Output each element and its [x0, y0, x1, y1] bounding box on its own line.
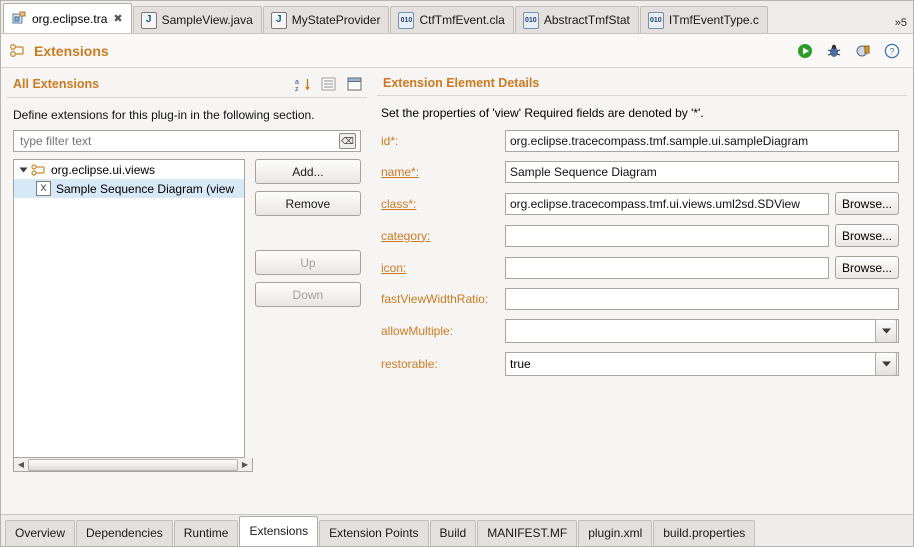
editor-tab-label: ITmfEventType.c — [668, 13, 759, 27]
tree-buttons — [255, 159, 361, 458]
field-label-allowmultiple: allowMultiple: — [381, 324, 454, 338]
editor-tab-mystateprovider[interactable] — [263, 6, 390, 33]
clear-filter-icon[interactable]: ⌫ — [339, 133, 356, 149]
java-icon: J — [141, 12, 157, 28]
scroll-right-arrow-icon[interactable]: ▶ — [241, 460, 249, 469]
field-row-fastviewwidthratio — [505, 288, 899, 310]
section-title: All Extensions — [13, 77, 100, 91]
details-description: Set the properties of 'view' Required fields are denoted by '*'. — [381, 106, 704, 120]
field-label-restorable: restorable: — [381, 357, 438, 371]
run-icon[interactable] — [796, 42, 814, 60]
java-icon: J — [271, 12, 287, 28]
details-form — [377, 130, 907, 376]
tab-dependencies[interactable]: Dependencies — [76, 520, 173, 546]
sort-icon[interactable] — [294, 76, 311, 92]
class-field[interactable] — [505, 193, 829, 215]
chevron-down-icon[interactable] — [18, 164, 29, 175]
field-label-class[interactable]: class*: — [381, 196, 417, 211]
field-row-icon — [505, 256, 899, 279]
plugin-icon — [11, 11, 27, 27]
extensions-description: Define extensions for this plug-in in the following section. — [13, 108, 315, 122]
svg-text:?: ? — [889, 46, 895, 56]
tab-build-properties[interactable]: build.properties — [653, 520, 755, 546]
tab-runtime[interactable]: Runtime — [174, 520, 239, 546]
tab-manifest-mf[interactable]: MANIFEST.MF — [477, 520, 577, 546]
tab-extension-points[interactable]: Extension Points — [319, 520, 428, 546]
tab-overview[interactable]: Overview — [5, 520, 75, 546]
category-field[interactable] — [505, 225, 829, 247]
down-button[interactable]: Down — [255, 282, 361, 307]
editor-tab-ctftmfevent[interactable] — [390, 6, 513, 33]
close-icon[interactable]: ✖ — [113, 12, 123, 25]
restorable-value: true — [510, 357, 531, 371]
tree-row[interactable] — [14, 179, 244, 198]
up-button[interactable]: Up — [255, 250, 361, 275]
icon-field[interactable] — [505, 257, 829, 279]
debug-icon[interactable] — [825, 42, 843, 60]
all-extensions-header — [7, 76, 367, 98]
extensions-tree[interactable] — [13, 159, 245, 458]
name-field[interactable] — [505, 161, 899, 183]
extension-point-icon — [31, 163, 47, 177]
remove-button[interactable]: Remove — [255, 191, 361, 216]
page-title: Extensions — [34, 42, 109, 59]
field-row-restorable — [505, 352, 899, 376]
editor-tab-label: CtfTmfEvent.cla — [419, 13, 505, 27]
scrollbar-thumb[interactable] — [28, 459, 238, 471]
field-label-category[interactable]: category: — [381, 228, 431, 243]
editor-tab-label: org.eclipse.tra — [32, 11, 108, 26]
field-row-id — [505, 130, 899, 152]
tab-plugin-xml[interactable]: plugin.xml — [578, 520, 652, 546]
field-label-fastviewwidthratio: fastViewWidthRatio: — [381, 292, 489, 306]
profile-icon[interactable] — [854, 42, 872, 60]
svg-text:z: z — [294, 85, 298, 92]
form-page-tabs — [1, 514, 913, 546]
browse-icon-button[interactable]: Browse... — [835, 256, 899, 279]
editor-tab-label: MyStateProvider — [291, 13, 381, 27]
editor-tab-label: SampleView.java — [161, 13, 253, 27]
extensions-tree-area — [13, 159, 361, 458]
field-row-class — [505, 192, 899, 215]
add-button[interactable]: Add... — [255, 159, 361, 184]
restorable-select[interactable] — [505, 352, 899, 376]
help-icon[interactable] — [883, 42, 901, 60]
tree-horizontal-scrollbar[interactable] — [13, 458, 253, 472]
editor-tab-bar — [1, 1, 913, 34]
field-row-category — [505, 224, 899, 247]
fastviewwidthratio-field[interactable] — [505, 288, 899, 310]
scroll-left-arrow-icon[interactable]: ◀ — [17, 460, 25, 469]
tab-overflow-chevron-icon[interactable]: »5 — [894, 17, 907, 29]
field-label-id: id*: — [381, 134, 399, 148]
c-file-icon: 010 — [398, 12, 414, 28]
tree-item-label: org.eclipse.ui.views — [51, 162, 156, 177]
editor-tab-itmfeventtype[interactable] — [640, 6, 768, 33]
extensions-icon — [9, 42, 27, 60]
tree-item-label: Sample Sequence Diagram (view — [56, 181, 235, 196]
browse-category-button[interactable]: Browse... — [835, 224, 899, 247]
editor-tab-abstracttmfstat[interactable] — [515, 6, 639, 33]
svg-text:a: a — [294, 78, 299, 86]
filter-row — [7, 130, 367, 152]
extension-element-details-section — [377, 76, 907, 472]
chevron-down-icon[interactable] — [875, 319, 897, 343]
tab-extensions[interactable]: Extensions — [239, 516, 318, 546]
filter-box[interactable] — [13, 130, 361, 152]
tree-row[interactable] — [14, 160, 244, 179]
button-spacer — [255, 223, 361, 243]
tab-build[interactable]: Build — [430, 520, 477, 546]
collapse-all-icon[interactable] — [320, 76, 337, 92]
editor-body — [1, 68, 913, 472]
allowmultiple-select[interactable] — [505, 319, 899, 343]
details-section-title: Extension Element Details — [383, 76, 540, 90]
field-label-icon[interactable]: icon: — [381, 260, 407, 275]
section-toolbar — [294, 76, 367, 92]
horizontal-layout-icon[interactable] — [346, 76, 363, 92]
editor-tab-sampleview-java[interactable] — [133, 6, 262, 33]
editor-tab-plugin-xml[interactable] — [3, 3, 132, 33]
details-header — [377, 76, 907, 96]
search-input[interactable] — [18, 133, 339, 149]
all-extensions-section — [7, 76, 367, 472]
c-file-icon: 010 — [648, 12, 664, 28]
page-header — [1, 34, 913, 68]
field-row-allowmultiple — [505, 319, 899, 343]
header-actions — [796, 42, 905, 60]
field-row-name — [505, 161, 899, 183]
id-field[interactable] — [505, 130, 899, 152]
editor-tab-label: AbstractTmfStat — [543, 13, 630, 27]
c-file-icon: 010 — [523, 12, 539, 28]
chevron-down-icon[interactable] — [875, 352, 897, 376]
browse-class-button[interactable]: Browse... — [835, 192, 899, 215]
field-label-name[interactable]: name*: — [381, 165, 420, 179]
view-element-icon: X — [36, 181, 51, 196]
